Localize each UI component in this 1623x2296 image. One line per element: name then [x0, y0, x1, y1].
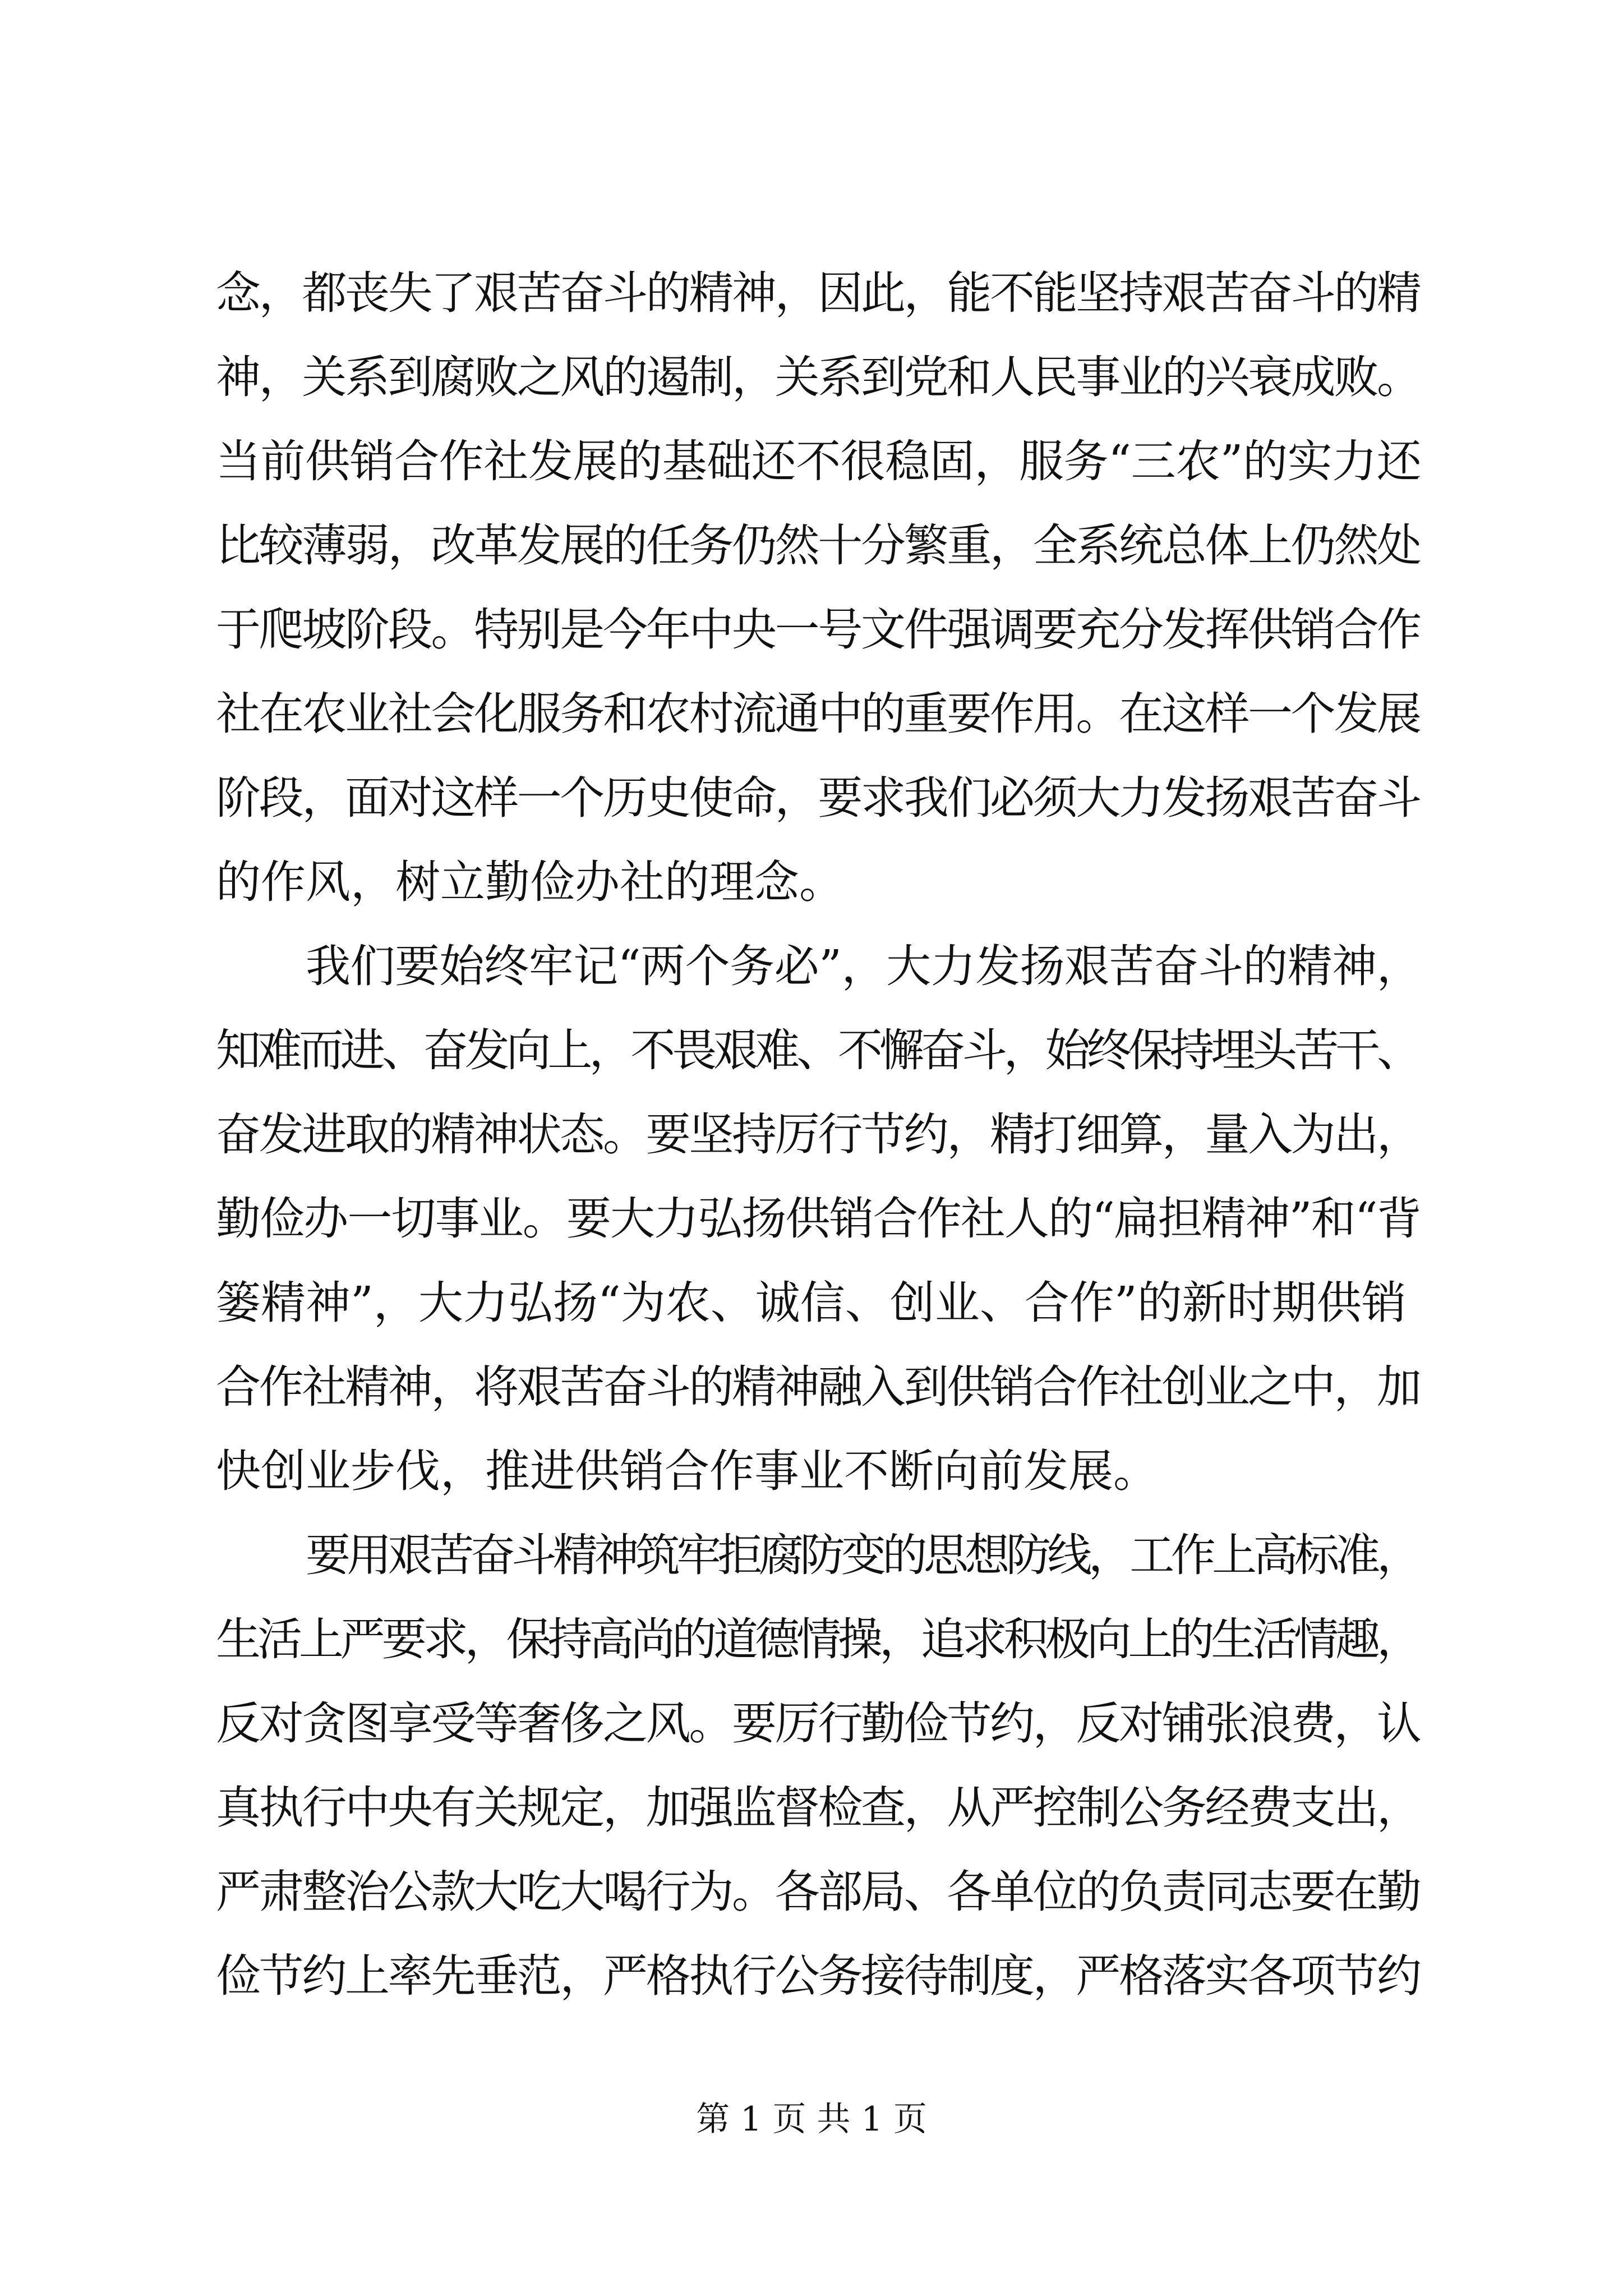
- text-line: 快创业步伐，推进供销合作事业不断向前发展。: [216, 1445, 1158, 1497]
- text-line: 反对贪图享受等奢侈之风。要厉行勤俭节约，反对铺张浪费，认: [216, 1697, 1420, 1750]
- text-line: 真执行中央有关规定，加强监督检查，从严控制公务经费支出，: [216, 1782, 1420, 1834]
- text-line: 严肃整治公款大吃大喝行为。各部局、各单位的负责同志要在勤: [216, 1866, 1420, 1918]
- text-line: 奋发进取的精神状态。要坚持厉行节约，精打细算，量入为出，: [216, 1108, 1420, 1161]
- text-line: 当前供销合作社发展的基础还不很稳固，服务“三农”的实力还: [216, 435, 1422, 487]
- text-line: 勤俭办一切事业。要大力弘扬供销合作社人的“扁担精神”和“背: [216, 1193, 1421, 1245]
- text-line: 比较薄弱，改革发展的任务仍然十分繁重，全系统总体上仍然处: [216, 519, 1420, 572]
- paragraph-first-line: 要用艰苦奋斗精神筑牢拒腐防变的思想防线，工作上高标准，: [306, 1529, 1418, 1581]
- paragraph-first-line: 我们要始终牢记“两个务必”，大力发扬艰苦奋斗的精神，: [306, 940, 1422, 992]
- text-line: 念，都丧失了艰苦奋斗的精神，因此，能不能坚持艰苦奋斗的精: [216, 267, 1420, 319]
- text-line: 社在农业社会化服务和农村流通中的重要作用。在这样一个发展: [216, 688, 1420, 740]
- text-line: 合作社精神，将艰苦奋斗的精神融入到供销合作社创业之中，加: [216, 1361, 1420, 1413]
- text-line: 俭节约上率先垂范，严格执行公务接待制度，严格落实各项节约: [216, 1950, 1420, 2002]
- text-line: 于爬坡阶段。特别是今年中央一号文件强调要充分发挥供销合作: [216, 604, 1420, 656]
- text-line: 生活上严要求，保持高尚的道德情操，追求积极向上的生活情趣，: [216, 1613, 1418, 1665]
- text-line: 阶段，面对这样一个历史使命，要求我们必须大力发扬艰苦奋斗: [216, 772, 1420, 824]
- text-line: 知难而进、奋发向上，不畏艰难、不懈奋斗，始终保持埋头苦干、: [216, 1024, 1418, 1076]
- text-line: 神，关系到腐败之风的遏制，关系到党和人民事业的兴衰成败。: [216, 351, 1420, 403]
- text-line: 的作风，树立勤俭办社的理念。: [216, 856, 844, 908]
- text-line: 篓精神”，大力弘扬“为农、诚信、创业、合作”的新时期供销: [216, 1277, 1407, 1329]
- page-number-footer: 第 1 页 共 1 页: [696, 2100, 927, 2139]
